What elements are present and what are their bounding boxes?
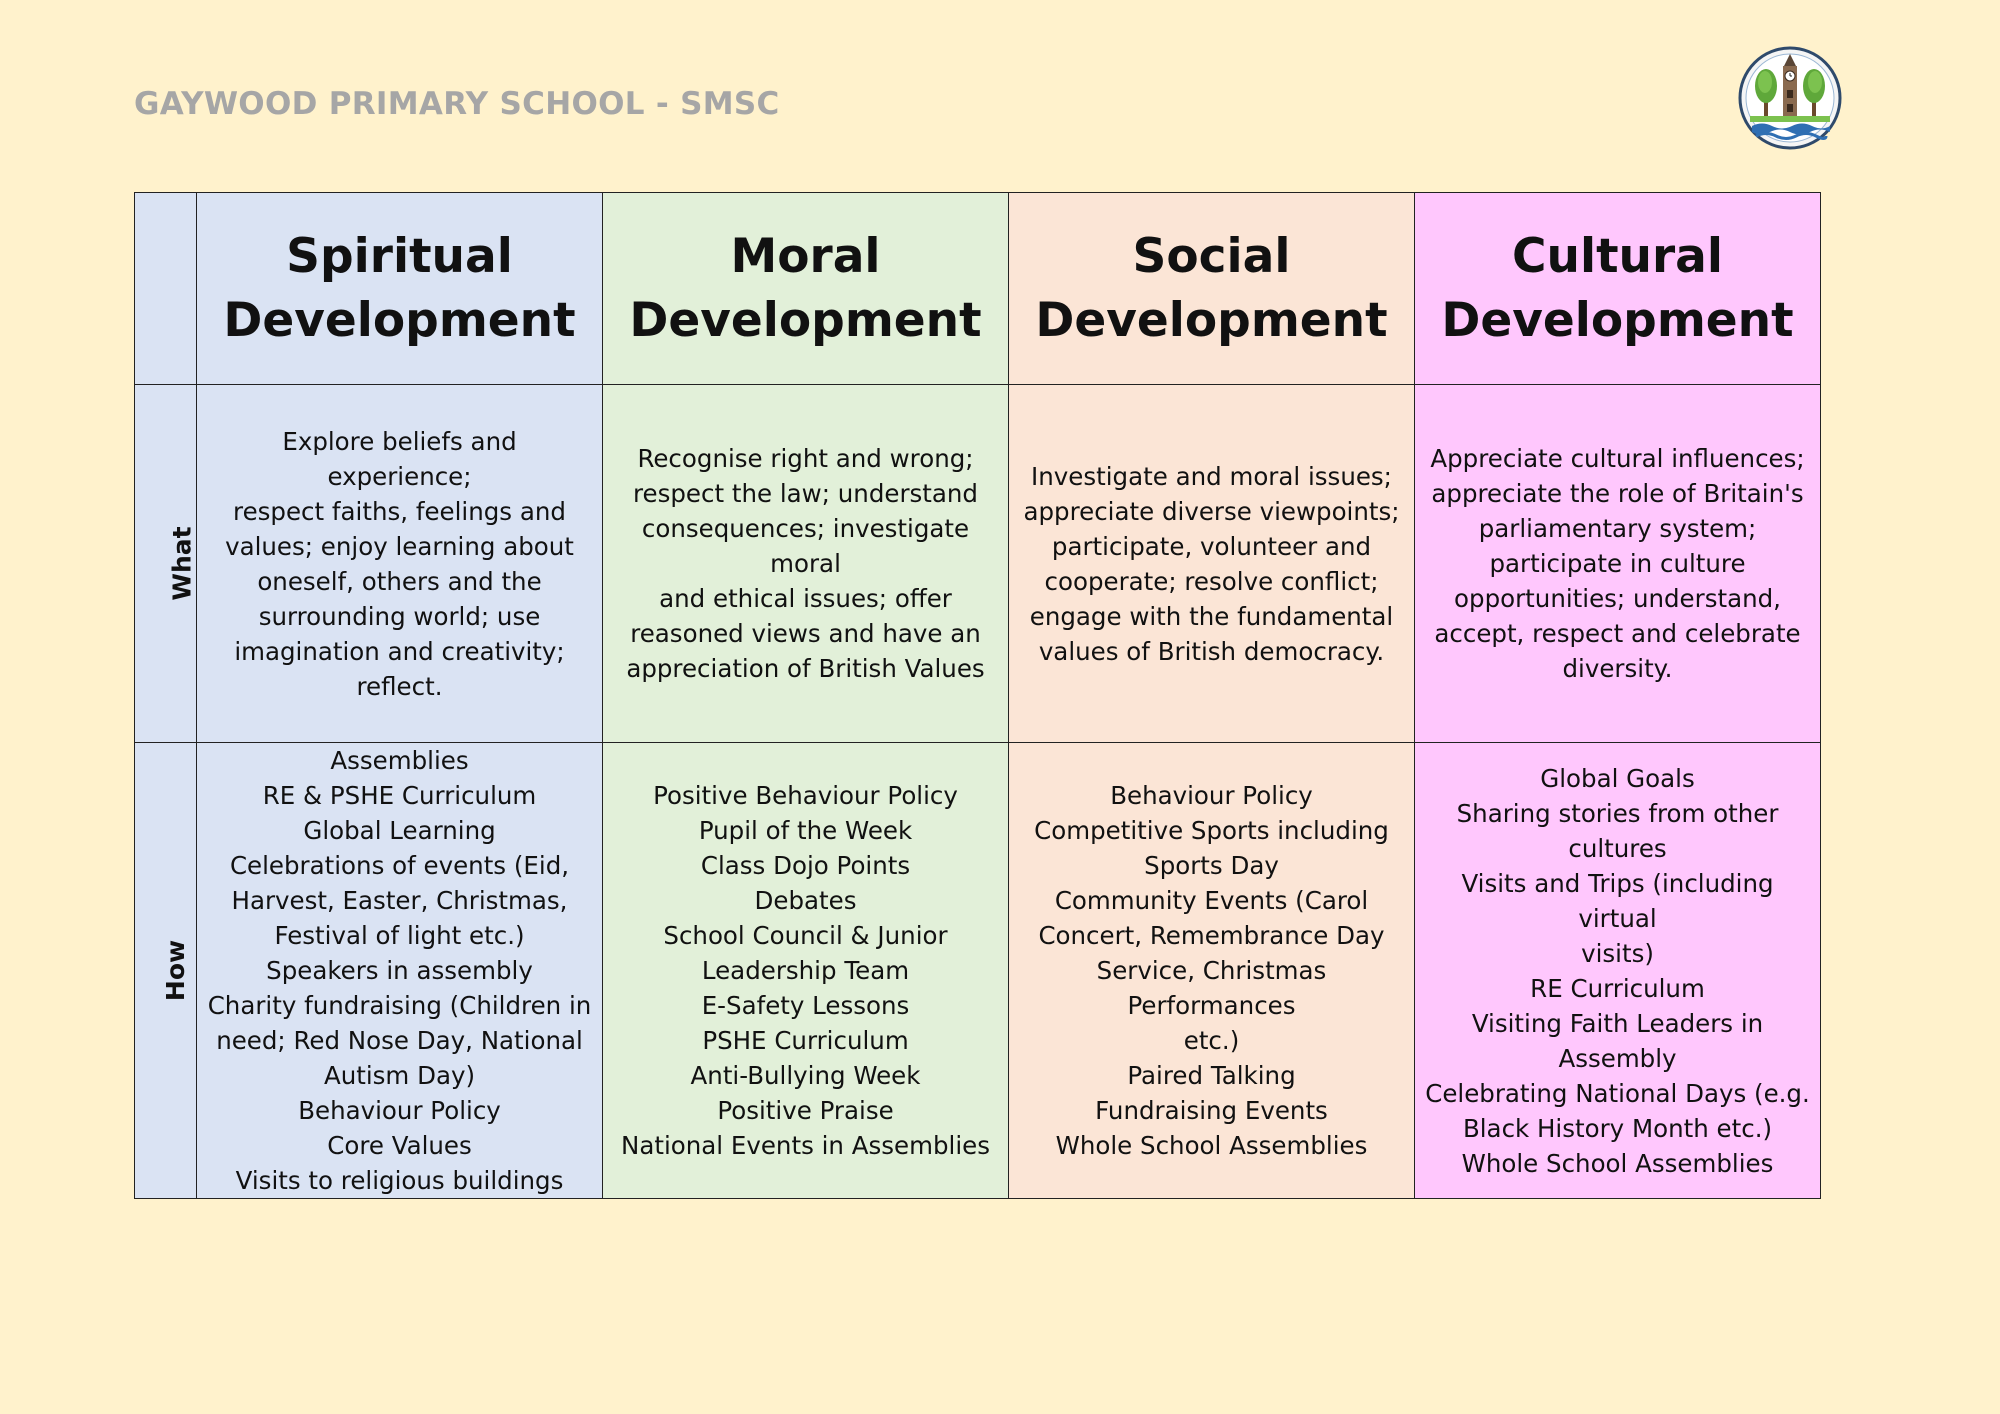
heading-line: Development bbox=[629, 292, 982, 348]
how-line: Visiting Faith Leaders in bbox=[1471, 1008, 1764, 1038]
how-line: Behaviour Policy bbox=[298, 1096, 501, 1125]
cultural-heading bbox=[1415, 193, 1821, 385]
cultural-how-cell bbox=[1415, 743, 1821, 1199]
how-line: cultures bbox=[1568, 833, 1667, 863]
how-line: Paired Talking bbox=[1127, 1061, 1296, 1090]
what-line: participate, volunteer and bbox=[1051, 531, 1372, 561]
moral-heading bbox=[603, 193, 1009, 385]
how-line: School Council & Junior bbox=[663, 921, 948, 950]
how-line: Global Learning bbox=[303, 816, 496, 845]
how-line: Competitive Sports including bbox=[1034, 816, 1389, 845]
what-line: Investigate and moral issues; bbox=[1031, 461, 1392, 491]
how-line: Festival of light etc.) bbox=[274, 921, 525, 950]
how-line: Positive Behaviour Policy bbox=[653, 781, 958, 810]
spiritual-what-cell bbox=[197, 385, 603, 743]
what-line: accept, respect and celebrate bbox=[1434, 619, 1801, 648]
how-line: Charity fundraising (Children in bbox=[207, 991, 592, 1020]
spiritual-heading bbox=[197, 193, 603, 385]
clock-tower-trees-logo-icon bbox=[1738, 46, 1842, 150]
how-line: Anti-Bullying Week bbox=[690, 1061, 921, 1090]
social-what-cell bbox=[1009, 385, 1415, 743]
what-line: surrounding world; use bbox=[258, 601, 541, 631]
how-line: Class Dojo Points bbox=[700, 851, 911, 880]
what-line: and ethical issues; offer bbox=[659, 584, 952, 613]
how-line: RE Curriculum bbox=[1530, 973, 1705, 1003]
what-line: appreciation of British Values bbox=[626, 654, 985, 683]
what-row bbox=[135, 385, 1821, 743]
heading-line: Moral bbox=[730, 228, 881, 284]
heading-line: Development bbox=[223, 292, 576, 348]
moral-how-cell bbox=[603, 743, 1009, 1199]
what-line: consequences; investigate moral bbox=[641, 514, 970, 578]
how-line: Harvest, Easter, Christmas, bbox=[231, 886, 568, 915]
how-line: Whole School Assemblies bbox=[1055, 1131, 1368, 1160]
spiritual-how-cell bbox=[197, 743, 603, 1199]
how-row-label: How bbox=[161, 939, 191, 1002]
how-line: etc.) bbox=[1183, 1026, 1240, 1055]
what-line: respect faiths, feelings and bbox=[233, 496, 566, 526]
how-line: Positive Praise bbox=[717, 1096, 894, 1125]
how-line: Assemblies bbox=[330, 746, 469, 775]
smsc-table bbox=[134, 192, 1821, 1199]
how-line: Concert, Remembrance Day bbox=[1038, 921, 1385, 950]
what-line: oneself, others and the bbox=[257, 566, 542, 596]
heading-line: Development bbox=[1441, 292, 1794, 348]
what-line: reasoned views and have an bbox=[630, 619, 981, 648]
how-line: Autism Day) bbox=[323, 1061, 476, 1090]
how-line: Core Values bbox=[327, 1131, 472, 1160]
what-line: diversity. bbox=[1562, 654, 1673, 683]
how-line: Service, Christmas Performances bbox=[1096, 956, 1327, 1020]
what-line: values of British democracy. bbox=[1038, 636, 1385, 666]
how-row bbox=[135, 743, 1821, 1199]
how-line: Celebrations of events (Eid, bbox=[229, 851, 570, 880]
social-how-cell bbox=[1009, 743, 1415, 1199]
how-line: Sharing stories from other bbox=[1456, 798, 1779, 828]
how-line: PSHE Curriculum bbox=[702, 1026, 909, 1055]
heading-line: Cultural bbox=[1512, 228, 1723, 284]
what-line: engage with the fundamental bbox=[1029, 601, 1394, 631]
what-line: participate in culture bbox=[1489, 549, 1746, 578]
how-line: Global Goals bbox=[1540, 763, 1695, 793]
how-line: Debates bbox=[754, 886, 857, 915]
how-line: Assembly bbox=[1558, 1043, 1677, 1073]
heading-line: Social bbox=[1132, 228, 1291, 284]
how-line: Pupil of the Week bbox=[698, 816, 913, 845]
what-line: Recognise right and wrong; bbox=[637, 444, 974, 473]
what-line: opportunities; understand, bbox=[1454, 584, 1781, 613]
how-line: Speakers in assembly bbox=[266, 956, 533, 985]
what-line: values; enjoy learning about bbox=[225, 531, 574, 561]
how-line: Whole School Assemblies bbox=[1461, 1148, 1774, 1178]
what-line: appreciate the role of Britain's bbox=[1431, 479, 1804, 508]
how-line: Celebrating National Days (e.g. bbox=[1425, 1078, 1810, 1108]
what-line: imagination and creativity; bbox=[234, 636, 565, 666]
page-title: GAYWOOD PRIMARY SCHOOL - SMSC bbox=[134, 86, 780, 122]
how-line: E-Safety Lessons bbox=[701, 991, 910, 1020]
what-line: Explore beliefs and experience; bbox=[282, 426, 517, 491]
header-row bbox=[135, 193, 1821, 385]
how-line: need; Red Nose Day, National bbox=[216, 1026, 583, 1055]
what-row-label-cell bbox=[135, 385, 197, 743]
what-row-label: What bbox=[167, 526, 197, 601]
heading-line: Spiritual bbox=[286, 228, 513, 284]
what-line: parliamentary system; bbox=[1478, 514, 1757, 543]
what-line: Appreciate cultural influences; bbox=[1430, 444, 1805, 473]
what-line: reflect. bbox=[356, 671, 443, 701]
corner-cell bbox=[135, 193, 197, 385]
what-line: respect the law; understand bbox=[633, 479, 978, 508]
how-line: visits) bbox=[1581, 938, 1654, 968]
how-line: Sports Day bbox=[1144, 851, 1279, 880]
how-line: Behaviour Policy bbox=[1110, 781, 1313, 810]
social-heading bbox=[1009, 193, 1415, 385]
how-line: Visits to religious buildings bbox=[235, 1166, 564, 1195]
how-row-label-cell bbox=[135, 743, 197, 1199]
how-line: Black History Month etc.) bbox=[1462, 1113, 1773, 1143]
heading-line: Development bbox=[1035, 292, 1388, 348]
how-line: Fundraising Events bbox=[1095, 1096, 1328, 1125]
cultural-what-cell bbox=[1415, 385, 1821, 743]
how-line: National Events in Assemblies bbox=[621, 1131, 990, 1160]
how-line: Community Events (Carol bbox=[1054, 886, 1369, 915]
how-line: Visits and Trips (including virtual bbox=[1461, 868, 1774, 933]
what-line: appreciate diverse viewpoints; bbox=[1023, 496, 1400, 526]
how-line: RE & PSHE Curriculum bbox=[262, 781, 537, 810]
what-line: cooperate; resolve conflict; bbox=[1044, 566, 1379, 596]
moral-what-cell bbox=[603, 385, 1009, 743]
how-line: Leadership Team bbox=[701, 956, 910, 985]
